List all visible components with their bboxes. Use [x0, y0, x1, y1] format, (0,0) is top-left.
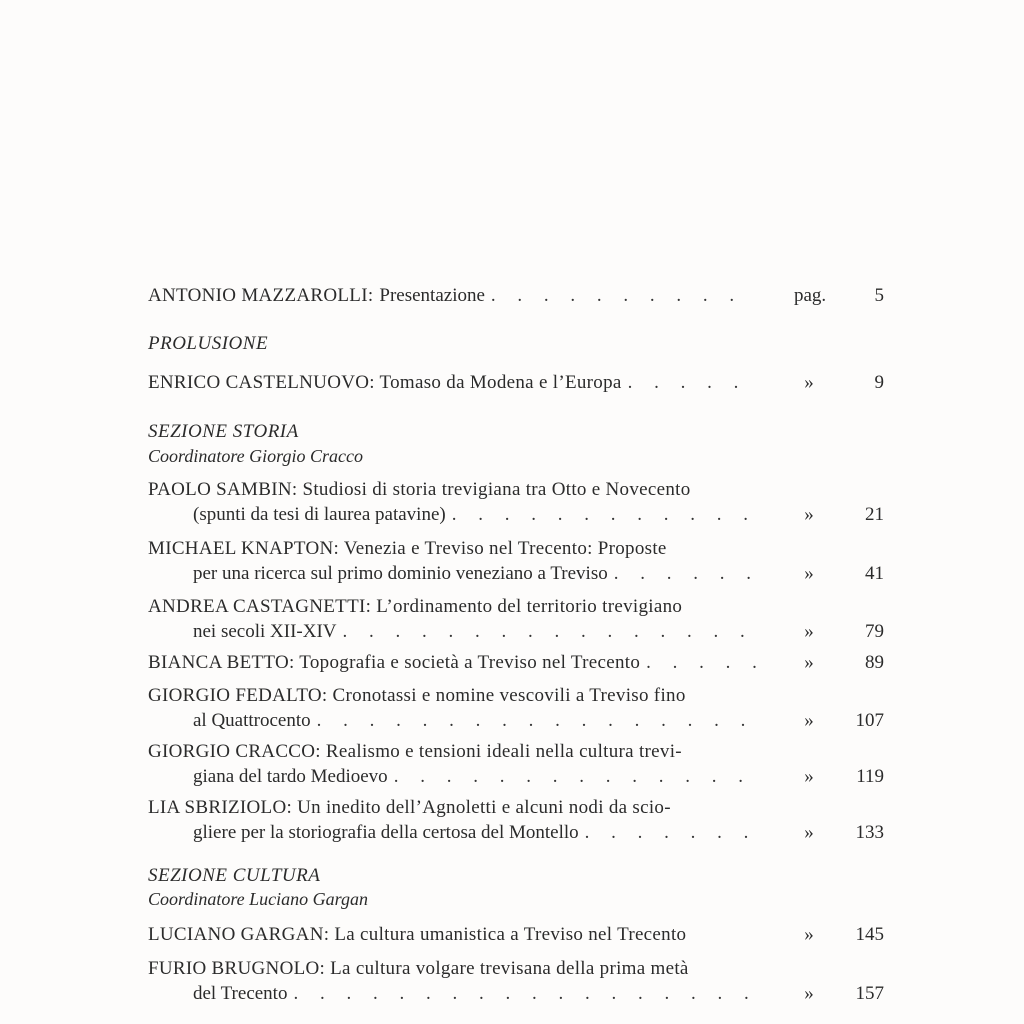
entry-line1: PAOLO SAMBIN: Studiosi di storia trevigiana tra Otto e Novecento: [148, 479, 691, 500]
page-number: 157: [855, 983, 884, 1004]
leader-dots: [622, 370, 756, 395]
toc-entry: [148, 370, 888, 395]
page-number: 119: [856, 766, 884, 787]
toc-entry: [148, 795, 888, 845]
entry-line1: GIORGIO CRACCO: Realismo e tensioni ideali nella cultura trevi-: [148, 741, 682, 762]
page-prefix: pag.: [794, 285, 827, 306]
page-number: 79: [865, 621, 884, 642]
entry-line1: BIANCA BETTO: Topografia e società a Treviso nel Trecento: [148, 652, 641, 673]
toc-entry: [148, 683, 888, 733]
entry-line1: MICHAEL KNAPTON: Venezia e Treviso nel Trecento: Proposte: [148, 538, 667, 559]
leader-dots: [608, 561, 756, 586]
leader-dots: [337, 619, 756, 644]
ditto-mark: »: [804, 710, 814, 731]
entry-line2: (spunti da tesi di laurea patavine): [193, 504, 446, 525]
toc-entry: [148, 956, 888, 1006]
table-of-contents: [148, 283, 888, 1004]
entry-line2: per una ricerca sul primo dominio veneziano a Treviso: [193, 563, 608, 584]
entry-line2: giana del tardo Medioevo: [193, 766, 388, 787]
entry-line1: GIORGIO FEDALTO: Cronotassi e nomine vescovili a Treviso fino: [148, 685, 686, 706]
section-heading-storia: SEZIONE STORIA: [148, 421, 299, 442]
leader-dots: [579, 820, 756, 845]
entry-title: Presentazione: [379, 285, 485, 306]
entry-line2: gliere per la storiografia della certosa del Montello: [193, 822, 579, 843]
section-coordinator: Coordinatore Giorgio Cracco: [148, 446, 363, 466]
entry-line1: ANDREA CASTAGNETTI: L’ordinamento del territorio trevigiano: [148, 596, 683, 617]
page-number: 133: [855, 822, 884, 843]
toc-entry: [148, 594, 888, 644]
section-coordinator: Coordinatore Luciano Gargan: [148, 889, 369, 909]
page-number: 89: [865, 652, 884, 673]
entry-author: ANTONIO MAZZAROLLI:: [148, 285, 374, 306]
page-number: 145: [855, 924, 884, 945]
leader-dots: [485, 283, 756, 308]
ditto-mark: »: [804, 652, 814, 673]
ditto-mark: »: [804, 822, 814, 843]
section-heading-cultura: SEZIONE CULTURA: [148, 865, 321, 886]
section-heading-prolusione: PROLUSIONE: [148, 333, 269, 354]
entry-line1: LIA SBRIZIOLO: Un inedito dell’Agnoletti e alcuni nodi da scio-: [148, 797, 671, 818]
leader-dots: [287, 981, 756, 1006]
ditto-mark: »: [804, 372, 814, 393]
toc-entry-presentazione: [148, 283, 888, 308]
toc-entry: [148, 650, 888, 675]
toc-entry: [148, 536, 888, 586]
page-number: 21: [865, 504, 884, 525]
toc-entry: [148, 739, 888, 789]
page-number: 41: [865, 563, 884, 584]
leader-dots: [388, 764, 756, 789]
ditto-mark: »: [804, 924, 814, 945]
ditto-mark: »: [804, 983, 814, 1004]
entry-line2: del Trecento: [193, 983, 288, 1004]
toc-entry: [148, 922, 888, 947]
ditto-mark: »: [804, 563, 814, 584]
page-number: 107: [855, 710, 884, 731]
toc-entry: [148, 477, 888, 527]
entry-line1: FURIO BRUGNOLO: La cultura volgare trevisana della prima metà: [148, 958, 689, 979]
leader-dots: [446, 502, 756, 527]
ditto-mark: »: [804, 766, 814, 787]
ditto-mark: »: [804, 621, 814, 642]
leader-dots: [311, 708, 756, 733]
page-number: 9: [874, 372, 884, 393]
entry-line1: ENRICO CASTELNUOVO: Tomaso da Modena e l’Europa: [148, 372, 622, 393]
page-number: 5: [874, 285, 884, 306]
entry-line2: nei secoli XII-XIV: [193, 621, 337, 642]
entry-line1: LUCIANO GARGAN: La cultura umanistica a Treviso nel Trecento: [148, 924, 687, 945]
leader-dots: [640, 650, 756, 675]
ditto-mark: »: [804, 504, 814, 525]
entry-line2: al Quattrocento: [193, 710, 311, 731]
